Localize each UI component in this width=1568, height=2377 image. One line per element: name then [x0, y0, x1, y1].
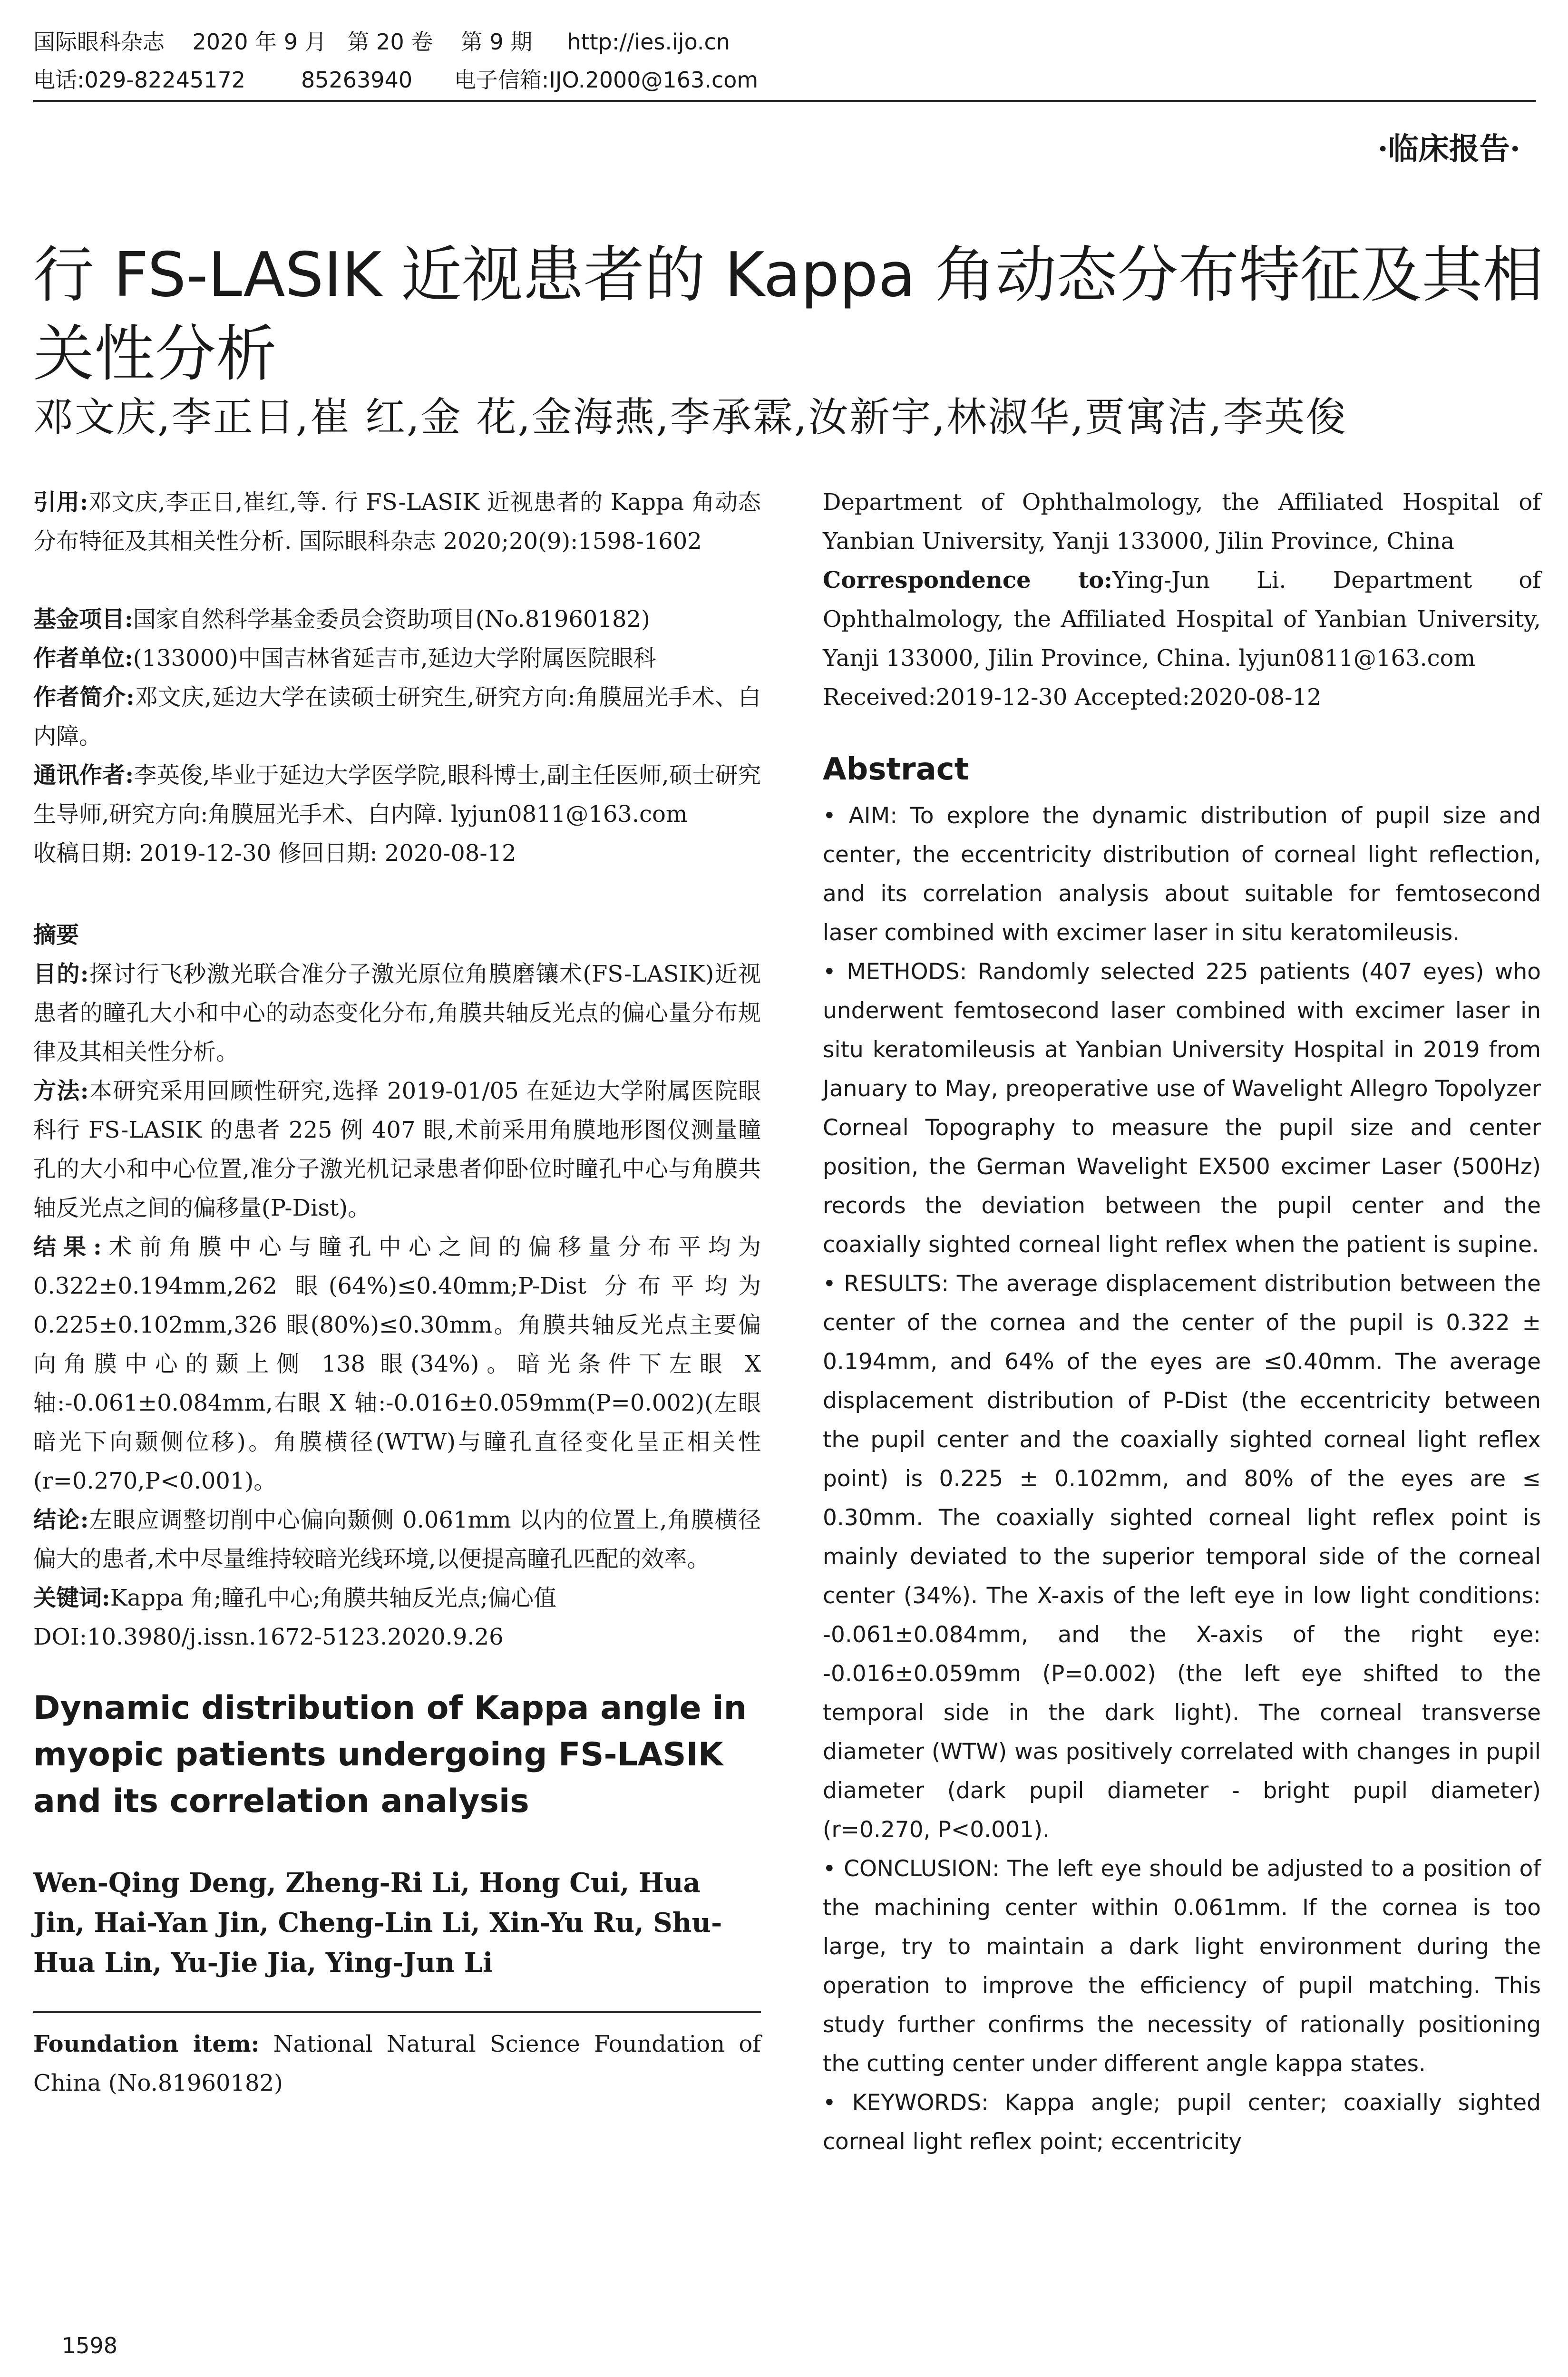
aim-en-text: To explore the dynamic distribution of pupil size and center, the eccentricity distribution of corneal light reflection, and its correlation analysis about suitable for femtosecond laser combined with excimer laser in situ keratomileusis. [823, 803, 1541, 946]
aim-zh-label: 目的: [33, 961, 89, 987]
correspondence [823, 561, 1541, 678]
english-authors: Wen-Qing Deng, Zheng-Ri Li, Hong Cui, Hua Jin, Hai-Yan Jin, Cheng-Lin Li, Xin-Yu Ru, Shu-Hua Lin, Yu-Jie Jia, Ying-Jun Li [33, 1867, 722, 1978]
correspondence-text: Ying-Jun Li. Department of Ophthalmology, the Affiliated Hospital of Yanbian University, Yanji 133000, Jilin Province, China. lyjun0811@163.com [823, 567, 1541, 672]
methods-en: • METHODS: Randomly selected 225 patients (407 eyes) who underwent femtosecond laser combined with excimer laser in situ keratomileusis at Yanbian University Hospital in 2019 from January to May, preoperative use of Wavelight Allegro Topolyzer Corneal Topography to measure the pupil size and center position, the German Wavelight EX500 excimer Laser (500Hz) records the deviation between the pupil center and the coaxially sighted corneal light reflex when the patient is supine. [823, 959, 1541, 1258]
affiliation-text: (133000)中国吉林省延吉市,延边大学附属医院眼科 [133, 645, 656, 672]
aim-zh-text: 探讨行飞秒激光联合准分子激光原位角膜磨镶术(FS-LASIK)近视患者的瞳孔大小和中心的动态变化分布,角膜共轴反光点的偏心量分布规律及其相关性分析。 [33, 961, 761, 1065]
keywords-en: • KEYWORDS: Kappa angle; pupil center; coaxially sighted corneal light reflex point; eccentricity [823, 2090, 1541, 2155]
fund-label: 基金项目: [33, 606, 133, 633]
abstract-heading-zh [33, 916, 761, 955]
aim-zh [33, 955, 761, 1072]
keywords-zh [33, 1578, 761, 1617]
english-title: Dynamic distribution of Kappa angle in myopic patients undergoing FS-LASIK and its correlation analysis [33, 1689, 747, 1820]
results-en: • RESULTS: The average displacement distribution between the center of the cornea and the center of the pupil is 0.322 ± 0.194mm, and 64% of the eyes are ≤0.40mm. The average displacement distribution of P-Dist (the eccentricity between the pupil center and the coaxially sighted corneal light reflex point) is 0.225 ± 0.102mm, and 80% of the eyes are ≤ 0.30mm. The coaxially sighted corneal light reflex point is mainly deviated to the superior temporal side of the corneal center (34%). The X-axis of the left eye in low light conditions: -0.061±0.084mm, and the X-axis of the right eye: -0.016±0.059mm (P=0.002) (the left eye shifted to the temporal side in the dark light). The corneal transverse diameter (WTW) was positively correlated with changes in pupil diameter (dark pupil diameter - bright pupil diameter) (r=0.270, P<0.001). [823, 1271, 1541, 1843]
conclusion-en-text: The left eye should be adjusted to a position of the machining center within 0.061mm. If the cornea is too large, try to maintain a dark light environment during the operation to improve the efficiency of pupil matching. This study further confirms the necessity of rationally positioning the cutting center under different angle kappa states. [823, 1856, 1541, 2077]
doi: DOI:10.3980/j.issn.1672-5123.2020.9.26 [33, 1624, 504, 1650]
foundation-text: National Natural Science Foundation of China (No.81960182) [33, 2031, 761, 2096]
corr-label: 通讯作者: [33, 762, 134, 789]
corr-text: 李英俊,毕业于延边大学医学院,眼科博士,副主任医师,硕士研究生导师,研究方向:角膜屈光手术、白内障. lyjun0811@163.com [33, 762, 761, 828]
bio-text: 邓文庆,延边大学在读硕士研究生,研究方向:角膜屈光手术、白内障。 [33, 684, 761, 750]
received-accepted: Received:2019-12-30 Accepted:2020-08-12 [823, 684, 1322, 711]
keywords-en-label: KEYWORDS: [852, 2090, 989, 2116]
fund-text: 国家自然科学基金委员会资助项目(No.81960182) [133, 606, 650, 633]
citation [33, 483, 761, 561]
dates: 收稿日期: 2019-12-30 修回日期: 2020-08-12 [33, 840, 516, 867]
keywords-zh-text: Kappa 角;瞳孔中心;角膜共轴反光点;偏心值 [110, 1585, 557, 1611]
footnote-divider [33, 2011, 761, 2013]
section-tag: ·临床报告· [1377, 131, 1520, 167]
page-number: 1598 [62, 2333, 118, 2358]
citation-text: 邓文庆,李正日,崔红,等. 行 FS-LASIK 近视患者的 Kappa 角动态分布特征及其相关性分析. 国际眼科杂志 2020;20(9):1598-1602 [33, 489, 761, 555]
abstract-heading-zh-text: 摘要 [33, 922, 79, 948]
methods-zh-label: 方法: [33, 1078, 89, 1104]
results-zh-label: 结果: [33, 1234, 102, 1260]
left-column [33, 483, 761, 2103]
conclusion-zh-text: 左眼应调整切削中心偏向颞侧 0.061mm 以内的位置上,角膜横径偏大的患者,术中尽量维持较暗光线环境,以便提高瞳孔匹配的效率。 [33, 1507, 761, 1572]
conclusion-en-label: CONCLUSION: [844, 1856, 1000, 1882]
corresponding-author [33, 756, 761, 834]
keywords-en-text: Kappa angle; pupil center; coaxially sighted corneal light reflex point; eccentricity [823, 2090, 1541, 2155]
aim-en-label: AIM: [848, 803, 898, 829]
results-en-text: The average displacement distribution between the center of the cornea and the center of the pupil is 0.322 ± 0.194mm, and 64% of the eyes are ≤0.40mm. The average displacement distribution of P-Dist (the eccentricity between the pupil center and the coaxially sighted corneal light reflex point) is 0.225 ± 0.102mm, and 80% of the eyes are ≤ 0.30mm. The coaxially sighted corneal light reflex point is mainly deviated to the superior temporal side of the corneal center (34%). The X-axis of the left eye in low light conditions: -0.061±0.084mm, and the X-axis of the right eye: -0.016±0.059mm (P=0.002) (the left eye shifted to the temporal side in the dark light). The corneal transverse diameter (WTW) was positively correlated with changes in pupil diameter (dark pupil diameter - bright pupil diameter) (r=0.270, P<0.001). [823, 1271, 1541, 1843]
keywords-zh-label: 关键词: [33, 1585, 110, 1611]
results-en-label: RESULTS: [844, 1271, 949, 1297]
header-divider [33, 100, 1536, 102]
methods-en-label: METHODS: [847, 959, 967, 985]
affiliation [33, 639, 761, 678]
journal-header-line2: 电话:029-82245172 85263940 电子信箱:IJO.2000@163.com [33, 67, 759, 93]
paper-title: 行 FS-LASIK 近视患者的 Kappa 角动态分布特征及其相关性分析 [33, 239, 1544, 390]
results-zh-text: 术前角膜中心与瞳孔中心之间的偏移量分布平均为 0.322±0.194mm,262 眼(64%)≤0.40mm;P-Dist 分布平均为 0.225±0.102mm,326 眼(80%)≤0.30mm。角膜共轴反光点主要偏向角膜中心的颞上侧 138 眼(34%)。暗光条件下左眼 X 轴:-0.061±0.084mm,右眼 X 轴:-0.016±0.059mm(P=0.002)(左眼暗光下向颞侧位移)。角膜横径(WTW)与瞳孔直径变化呈正相关性(r=0.270,P<0.001)。 [33, 1234, 761, 1494]
citation-label: 引用: [33, 489, 88, 516]
bio-label: 作者简介: [33, 684, 135, 711]
foundation-label: Foundation item: [33, 2031, 260, 2057]
conclusion-zh-label: 结论: [33, 1507, 89, 1533]
results-zh [33, 1227, 761, 1500]
methods-en-text: Randomly selected 225 patients (407 eyes) who underwent femtosecond laser combined with excimer laser in situ keratomileusis at Yanbian University Hospital in 2019 from January to May, preoperative use of Wavelight Allegro Topolyzer Corneal Topography to measure the pupil size and center position, the German Wavelight EX500 excimer Laser (500Hz) records the deviation between the pupil center and the coaxially sighted corneal light reflex when the patient is supine. [823, 959, 1541, 1258]
author-list: 邓文庆,李正日,崔 红,金 花,金海燕,李承霖,汝新宇,林淑华,贾寓洁,李英俊 [33, 394, 1347, 440]
methods-zh [33, 1072, 761, 1227]
conclusion-en: • CONCLUSION: The left eye should be adjusted to a position of the machining center within 0.061mm. If the cornea is too large, try to maintain a dark light environment during the operation to improve the efficiency of pupil matching. This study further confirms the necessity of rationally positioning the cutting center under different angle kappa states. [823, 1856, 1541, 2077]
foundation-item [33, 2025, 761, 2103]
right-column [823, 483, 1541, 2162]
fund-info [33, 600, 761, 639]
department: Department of Ophthalmology, the Affiliated Hospital of Yanbian University, Yanji 133000, Jilin Province, China [823, 489, 1541, 555]
aim-en: • AIM: To explore the dynamic distribution of pupil size and center, the eccentricity distribution of corneal light reflection, and its correlation analysis about suitable for femtosecond laser combined with excimer laser in situ keratomileusis. [823, 803, 1541, 946]
author-bio [33, 678, 761, 756]
journal-header-line1: 国际眼科杂志 2020 年 9 月 第 20 卷 第 9 期 http://ies.ijo.cn [33, 29, 730, 55]
affiliation-label: 作者单位: [33, 645, 133, 672]
abstract-heading-en: Abstract [823, 752, 969, 787]
methods-zh-text: 本研究采用回顾性研究,选择 2019-01/05 在延边大学附属医院眼科行 FS-LASIK 的患者 225 例 407 眼,术前采用角膜地形图仪测量瞳孔的大小和中心位置,准分子激光机记录患者仰卧位时瞳孔中心与角膜共轴反光点之间的偏移量(P-Dist)。 [33, 1078, 761, 1221]
conclusion-zh [33, 1500, 761, 1578]
correspondence-label: Correspondence to: [823, 567, 1113, 594]
